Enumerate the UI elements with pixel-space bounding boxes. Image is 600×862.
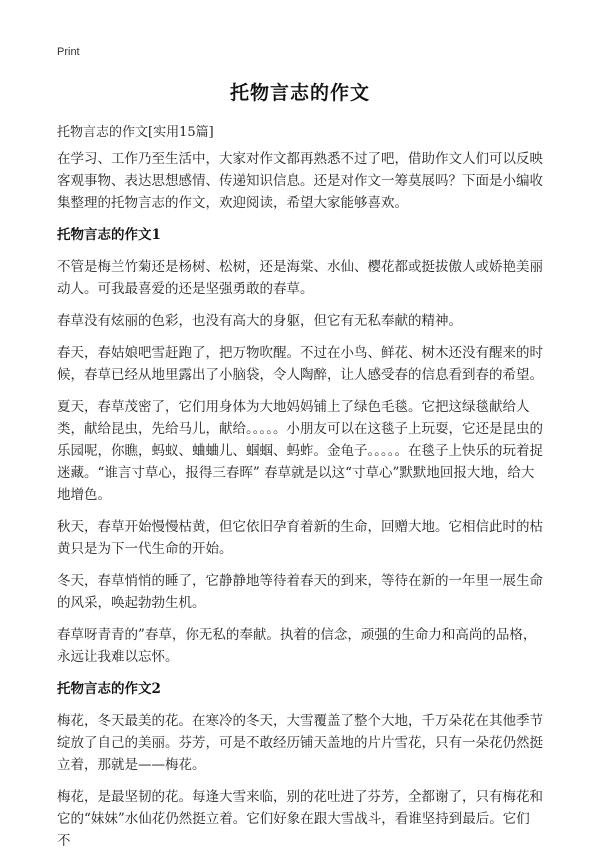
paragraph: 秋天，春草开始慢慢枯黄，但它依旧孕育着新的生命，回赠大地。它相信此时的枯黄只是为下一代生命的开始。	[57, 519, 543, 557]
paragraph: 夏天，春草茂密了，它们用身体为大地妈妈铺上了绿色毛毯。它把这绿毯献给人类，献给昆虫，先给马儿，献给。。。。。小朋友可以在这毯子上玩耍，它还是昆虫的乐园呢，你瞧，蚂蚁、蛐蛐儿、蝈蝈、蚂蚱。金龟子。。。。。在毯子上快乐的玩着捉迷藏。“谁言寸草心，报得三春晖” 春草就是以这“寸草心”默默地回报大地，给大地增色。	[57, 399, 543, 503]
paragraph: 冬天，春草悄悄的睡了，它静静地等待着春天的到来，等待在新的一年里一展生命的风采，唤起勃勃生机。	[57, 573, 543, 611]
print-link[interactable]: Print	[57, 46, 80, 58]
paragraph: 梅花，冬天最美的花。在寒冷的冬天，大雪覆盖了整个大地，千万朵花在其他季节绽放了自己的美丽。芬芳，可是不敢经历铺天盖地的片片雪花，只有一朵花仍然挺立着，那就是——梅花。	[57, 713, 543, 773]
intro-paragraph: 在学习、工作乃至生活中，大家对作文都再熟悉不过了吧，借助作文人们可以反映客观事物、表达思想感情、传递知识信息。还是对作文一筹莫展吗？下面是小编收集整理的托物言志的作文，欢迎阅读，希望大家能够喜欢。	[57, 151, 543, 211]
paragraph: 梅花，是最坚韧的花。每逢大雪来临，别的花吐进了芬芳，全都谢了，只有梅花和它的“妹妹”水仙花仍然挺立着。它们好象在跟大雪战斗，看谁坚持到最后。它们不	[57, 789, 543, 849]
paragraph: 春草呀青青的”春草，你无私的奉献。执着的信念，顽强的生命力和高尚的品格，永远让我难以忘怀。	[57, 627, 537, 665]
article-body	[57, 148, 543, 862]
paragraph: 春草没有炫丽的色彩，也没有高大的身躯，但它有无私奉献的精神。	[57, 313, 462, 329]
section-heading-2: 托物言志的作文2	[57, 681, 161, 697]
paragraph: 不管是梅兰竹菊还是杨树、松树，还是海棠、水仙、樱花都或挺拔傲人或娇艳美丽动人。可我最喜爱的还是坚强勇敢的春草。	[57, 259, 543, 297]
paragraph: 春天，春姑娘吧雪赶跑了，把万物吹醒。不过在小鸟、鲜花、树木还没有醒来的时候，春草已经从地里露出了小脑袋，令人陶醉，让人感受春的信息看到春的希望。	[57, 345, 543, 383]
section-heading-1: 托物言志的作文1	[57, 227, 161, 243]
document-subtitle: 托物言志的作文[实用15篇]	[57, 125, 214, 140]
page-title: 托物言志的作文	[229, 82, 370, 104]
